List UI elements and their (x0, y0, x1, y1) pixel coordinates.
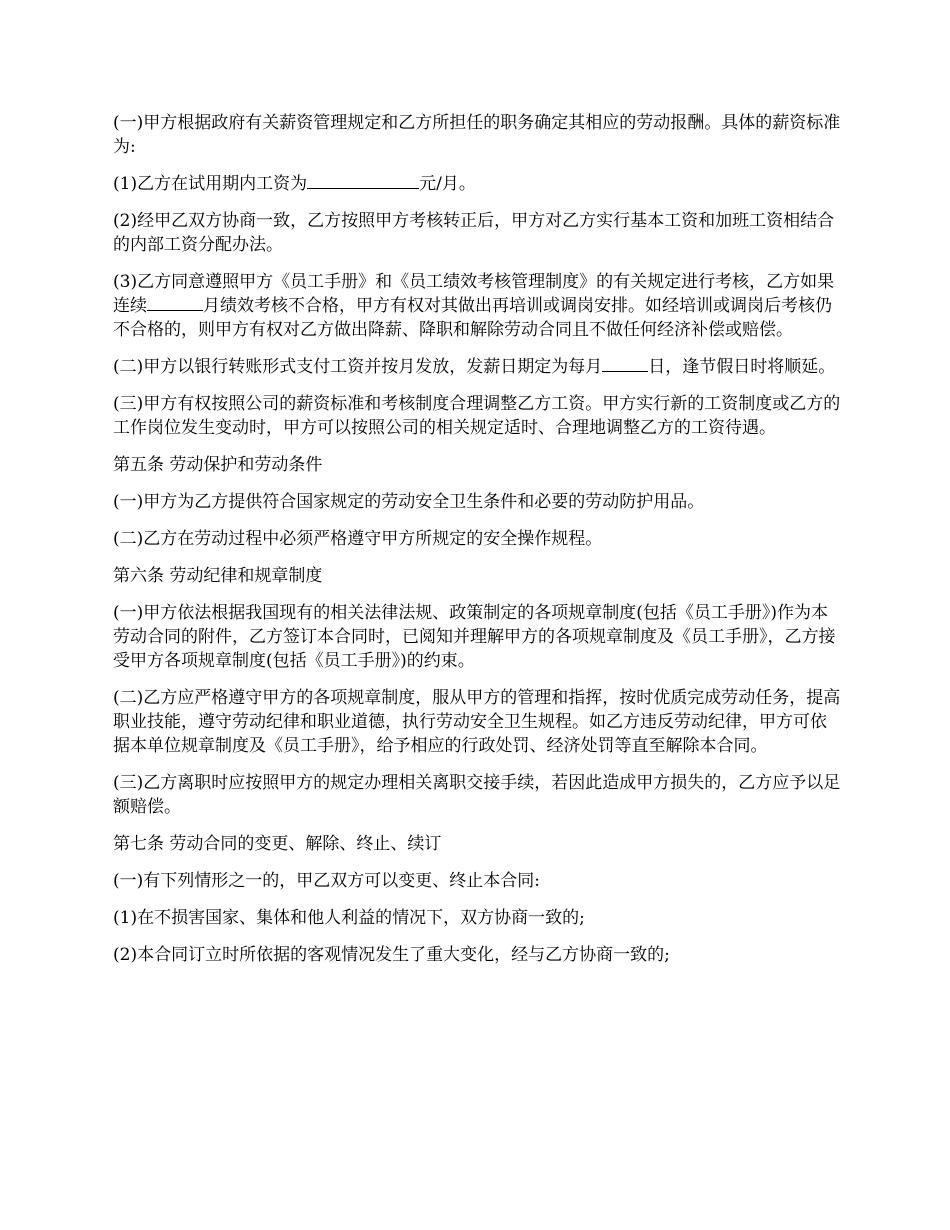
assessment-text-after: 月绩效考核不合格，甲方有权对其做出再培训或调岗安排。如经培训或调岗后考核仍不合格的，则甲方有权对乙方做出降薪、降职和解除劳动合同且不做任何经济补偿或赔偿。 (113, 296, 832, 340)
paragraph-objective-change: (2)本合同订立时所依据的客观情况发生了重大变化，经与乙方协商一致的; (113, 945, 670, 965)
probation-text-after: 元/月。 (419, 174, 476, 194)
paragraph-salary-standard: (一)甲方根据政府有关薪资管理规定和乙方所担任的职务确定其相应的劳动报酬。具体的薪资标准为: (113, 113, 841, 157)
paragraph-mutual-agreement: (1)在不损害国家、集体和他人利益的情况下，双方协商一致的; (113, 908, 585, 928)
heading-article-7: 第七条 劳动合同的变更、解除、终止、续订 (113, 834, 442, 854)
paragraph-salary-adjustment: (三)甲方有权按照公司的薪资标准和考核制度合理调整乙方工资。甲方实行新的工资制度或乙方的工作岗位发生变动时，甲方可以按照公司的相关规定适时、合理地调整乙方的工资待遇。 (113, 394, 841, 438)
paragraph-resignation: (三)乙方离职时应按照甲方的规定办理相关离职交接手续，若因此造成甲方损失的，乙方应予以足额赔偿。 (113, 773, 841, 817)
payday-text-after: 日，逢节假日时将顺延。 (648, 357, 836, 377)
paragraph-wage-distribution: (2)经甲乙双方协商一致，乙方按照甲方考核转正后，甲方对乙方实行基本工资和加班工资相结合的内部工资分配办法。 (113, 211, 835, 255)
paragraph-discipline: (二)乙方应严格遵守甲方的各项规章制度，服从甲方的管理和指挥，按时优质完成劳动任务，提高职业技能，遵守劳动纪律和职业道德，执行劳动安全卫生规程。如乙方违反劳动纪律，甲方可依据本单位规章制度及《员工手册》，给予相应的行政处罚、经济处罚等直至解除本合同。 (113, 688, 841, 756)
paragraph-probation-salary (113, 172, 843, 196)
paragraph-change-conditions: (一)有下列情形之一的，甲乙双方可以变更、终止本合同: (113, 871, 540, 891)
months-blank (147, 294, 203, 311)
heading-article-5: 第五条 劳动保护和劳动条件 (113, 455, 323, 475)
heading-article-6: 第六条 劳动纪律和规章制度 (113, 566, 323, 586)
paragraph-payday (113, 355, 843, 379)
paragraph-rules-system: (一)甲方依法根据我国现有的相关法律法规、政策制定的各项规章制度(包括《员工手册》)作为本劳动合同的附件，乙方签订本合同时，已阅知并理解甲方的各项规章制度及《员工手册》，乙方接受甲方各项规章制度(包括《员工手册》)的约束。 (113, 603, 836, 671)
probation-text-before: (1)乙方在试用期内工资为 (113, 174, 308, 194)
paragraph-safety-conditions: (一)甲方为乙方提供符合国家规定的劳动安全卫生条件和必要的劳动防护用品。 (113, 492, 705, 512)
probation-salary-blank (307, 172, 419, 189)
payday-blank (602, 355, 648, 372)
payday-text-before: (二)甲方以银行转账形式支付工资并按月发放，发薪日期定为每月 (113, 357, 603, 377)
assessment-text-before: (3)乙方同意遵照甲方《员工手册》和《员工绩效考核管理制度》的有关规定进行考核，乙方如果连续 (113, 272, 835, 316)
paragraph-performance-assessment (113, 270, 843, 342)
document-page (113, 111, 843, 980)
paragraph-safety-rules: (二)乙方在劳动过程中必须严格遵守甲方所规定的安全操作规程。 (113, 529, 603, 549)
